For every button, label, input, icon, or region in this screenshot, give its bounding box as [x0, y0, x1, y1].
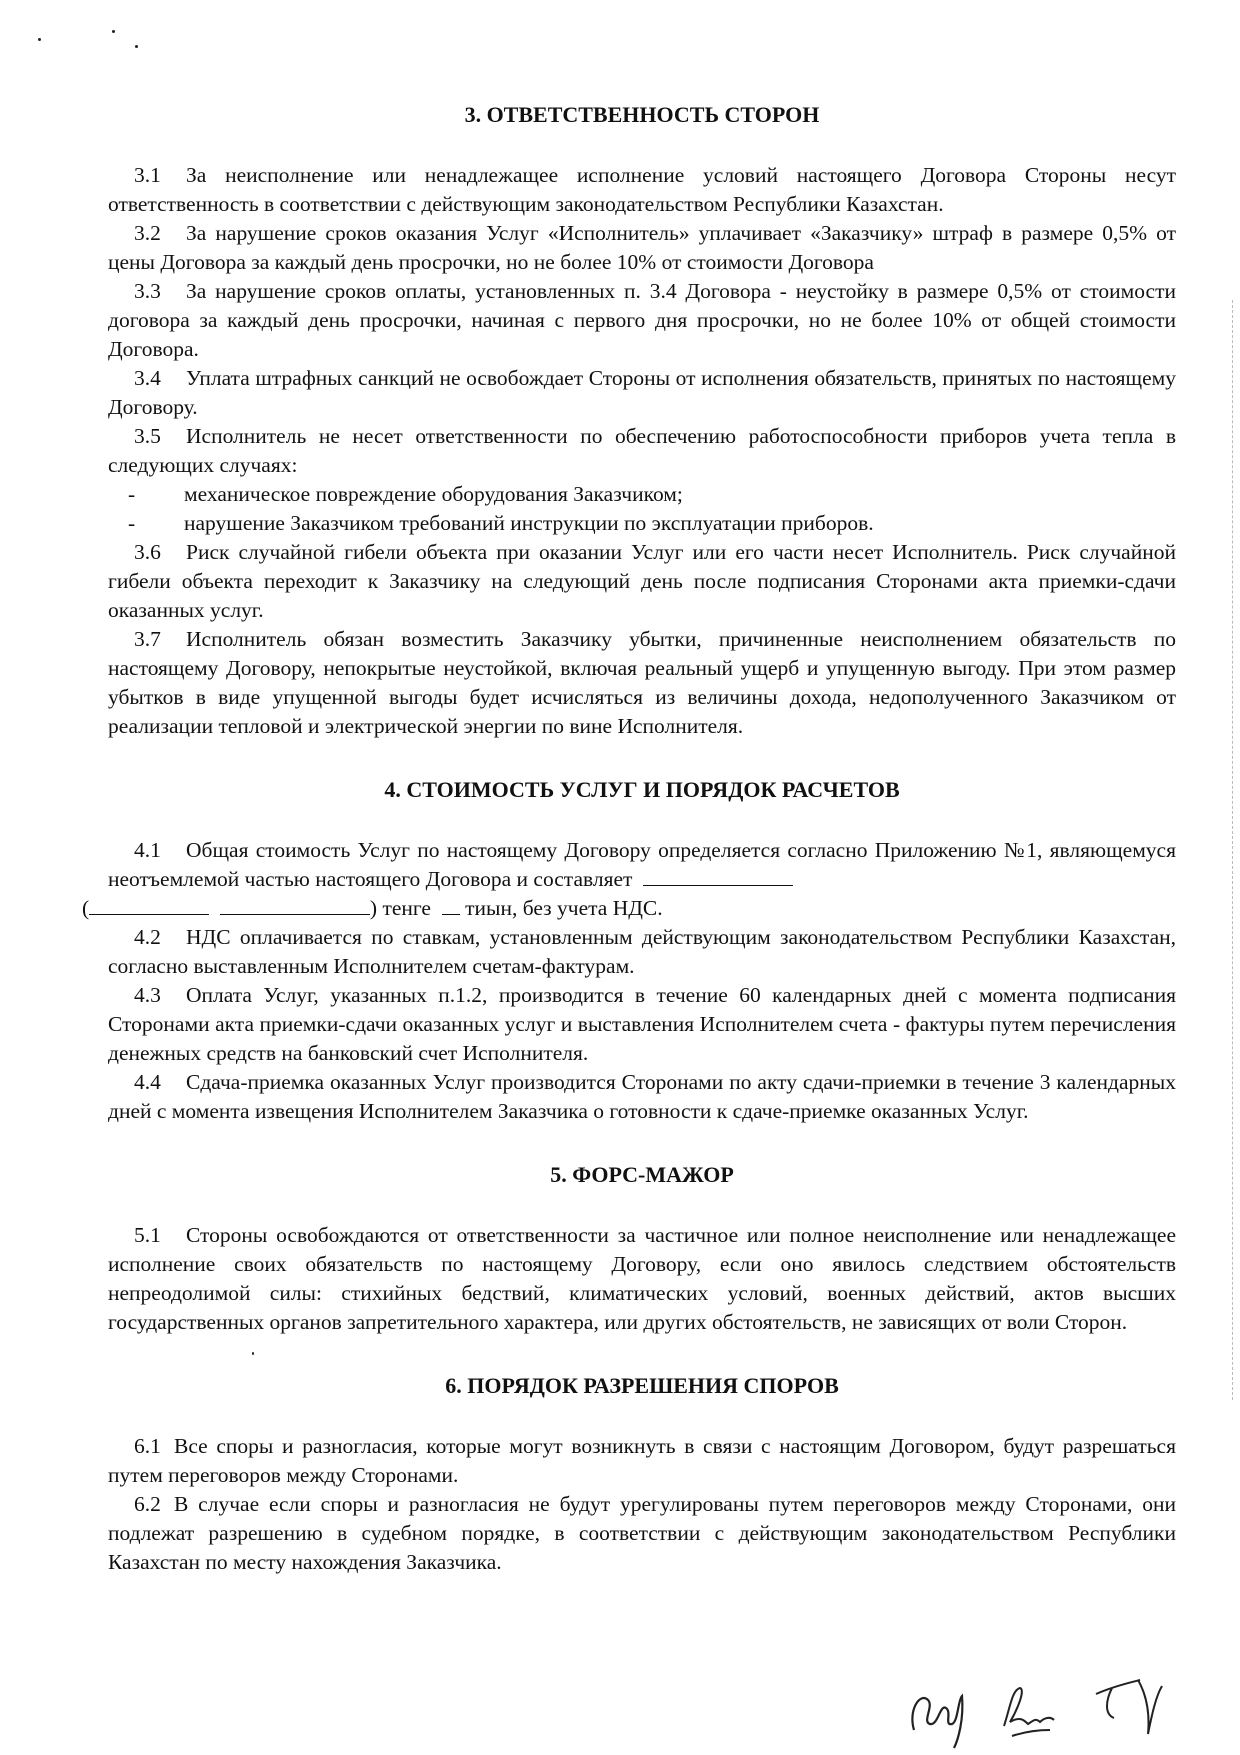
list-item: - механическое повреждение оборудования Заказчиком;: [128, 482, 683, 506]
section-title: 6. ПОРЯДОК РАЗРЕШЕНИЯ СПОРОВ: [445, 1373, 839, 1398]
clause-3-1: 3.1 За неисполнение или ненадлежащее исполнение условий настоящего Договора Стороны несут ответственность в соответствии с действующим законодательством Республики Казахстан.: [108, 163, 1176, 216]
clause-3-2: 3.2 За нарушение сроков оказания Услуг «Исполнитель» уплачивает «Заказчику» штраф в размере 0,5% от цены Договора за каждый день просрочки, но не более 10% от стоимости Договора: [108, 221, 1176, 274]
signature-2: [1004, 1688, 1054, 1736]
scan-edge-line: [1232, 300, 1234, 1400]
clause-3-7: 3.7 Исполнитель обязан возместить Заказчику убытки, причиненные неисполнением обязательств по настоящему Договору, непокрытые неустойкой, включая реальный ущерб и упущенную выгоду. При этом размер убытков в виде упущенной выгоды будет исчисляться из величины дохода, недополученного Заказчиком от реализации тепловой и электрической энергии по вине Исполнителя.: [108, 627, 1176, 738]
document-page: [82, 100, 1176, 1611]
section-title: 5. ФОРС-МАЖОР: [550, 1162, 734, 1187]
clause-3-4: 3.4 Уплата штрафных санкций не освобождает Стороны от исполнения обязательств, принятых по настоящему Договору.: [108, 366, 1176, 419]
signatures: [900, 1660, 1200, 1750]
section-5: [108, 1160, 1176, 1337]
scan-speck: [135, 45, 138, 48]
section-3: [108, 100, 1176, 741]
clause-3-3: 3.3 За нарушение сроков оплаты, установленных п. 3.4 Договора - неустойку в размере 0,5% от стоимости договора за каждый день просрочки, начиная с первого дня просрочки, но не более 10% от общей стоимости Договора.: [108, 279, 1176, 361]
list-item: - нарушение Заказчиком требований инструкции по эксплуатации приборов.: [128, 511, 874, 535]
amount-words-blank: [220, 894, 370, 915]
section-4: [82, 775, 1176, 1126]
clause-4-3: 4.3 Оплата Услуг, указанных п.1.2, производится в течение 60 календарных дней с момента подписания Сторонами акта приемки-сдачи оказанных услуг и выставления Исполнителем счета - фактуры путем перечисления денежных средств на банковский счет Исполнителя.: [108, 983, 1176, 1065]
scan-speck: [38, 38, 41, 41]
section-title: 3. ОТВЕТСТВЕННОСТЬ СТОРОН: [464, 102, 820, 127]
clause-4-2: 4.2 НДС оплачивается по ставкам, установленным действующим законодательством Республики Казахстан, согласно выставленным Исполнителем счетам-фактурам.: [108, 925, 1176, 978]
clause-6-2: 6.2 В случае если споры и разногласия не будут урегулированы путем переговоров между Сторонами, они подлежат разрешению в судебном порядке, в соответствии с действующим законодательством Республики Казахстан по месту нахождения Заказчика.: [108, 1492, 1176, 1574]
clause-5-1: 5.1 Стороны освобождаются от ответственности за частичное или полное неисполнение или ненадлежащее исполнение своих обязательств по настоящему Договору, если оно явилось следствием обстоятельств непреодолимой силы: стихийных бедствий, климатических условий, военных действий, актов высших государственных органов запретительного характера, или других обстоятельств, не зависящих от воли Сторон.: [108, 1223, 1176, 1334]
clause-4-4: 4.4 Сдача-приемка оказанных Услуг производится Сторонами по акту сдачи-приемки в течение 3 календарных дней с момента извещения Исполнителем Заказчика о готовности к сдаче-приемке оказанных Услуг.: [108, 1070, 1176, 1123]
amount-words-blank: [89, 894, 209, 915]
clause-3-5: 3.5 Исполнитель не несет ответственности по обеспечению работоспособности приборов учета тепла в следующих случаях:: [108, 424, 1176, 477]
clause-4-1: 4.1 Общая стоимость Услуг по настоящему Договору определяется согласно Приложению №1, являющемуся неотъемлемой частью настоящего Договора и составляет ( ) тенге тиын, без учета НДС.: [108, 836, 1176, 923]
clause-3-6: 3.6 Риск случайной гибели объекта при оказании Услуг или его части несет Исполнитель. Риск случайной гибели объекта переходит к Заказчику на следующий день после подписания Сторонами акта приемки-сдачи оказанных услуг.: [108, 540, 1176, 622]
signature-marks: [900, 1660, 1200, 1750]
amount-words-line: ( ) тенге тиын, без учета НДС.: [82, 896, 663, 920]
signature-3: [1096, 1680, 1162, 1734]
amount-blank: [643, 865, 793, 886]
signature-1: [912, 1696, 962, 1748]
section-title: 4. СТОИМОСТЬ УСЛУГ И ПОРЯДОК РАСЧЕТОВ: [384, 777, 900, 802]
tiyn-blank: [442, 894, 460, 915]
scan-speck: [112, 30, 115, 33]
section-6: [108, 1371, 1176, 1577]
clause-6-1: 6.1 Все споры и разногласия, которые могут возникнуть в связи с настоящим Договором, будут разрешаться путем переговоров между Сторонами.: [108, 1434, 1176, 1487]
